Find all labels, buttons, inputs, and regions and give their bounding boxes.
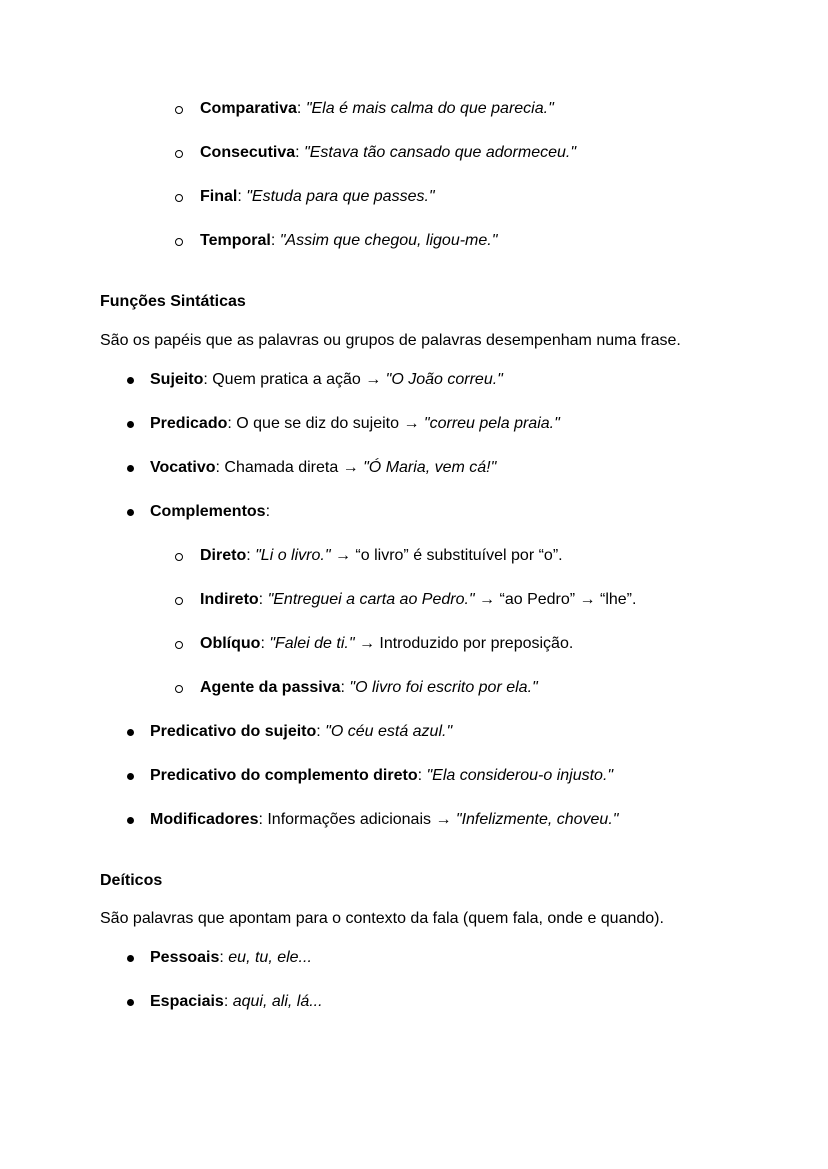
list-item	[150, 810, 618, 830]
term: Sujeito	[150, 371, 204, 388]
separator: :	[260, 635, 270, 652]
disc-bullet-icon	[127, 817, 134, 824]
description: Chamada direta →	[224, 459, 364, 476]
example: "O céu está azul."	[325, 723, 453, 740]
separator: :	[258, 811, 268, 828]
separator: :	[265, 503, 271, 520]
separator: :	[227, 415, 237, 432]
description: → Introduzido por preposição.	[354, 635, 574, 652]
description: → “ao Pedro” → “lhe”.	[474, 591, 637, 608]
separator: :	[270, 232, 280, 249]
disc-bullet-icon	[127, 729, 134, 736]
separator: :	[203, 371, 213, 388]
disc-bullet-icon	[127, 465, 134, 472]
example: "Estava tão cansado que adormeceu."	[304, 144, 577, 161]
example: "Li o livro."	[255, 547, 331, 564]
list-item	[200, 678, 538, 698]
separator: :	[237, 188, 247, 205]
separator: :	[219, 949, 229, 966]
circle-bullet-icon	[175, 685, 183, 693]
list-item	[200, 231, 497, 251]
list-item	[150, 948, 312, 968]
list-item	[150, 722, 452, 742]
example: "O livro foi escrito por ela."	[349, 679, 538, 696]
separator: :	[295, 144, 305, 161]
term: Pessoais	[150, 949, 220, 966]
separator: :	[215, 459, 225, 476]
example: "correu pela praia."	[423, 415, 560, 432]
separator: :	[246, 547, 256, 564]
example: aqui, ali, lá...	[232, 993, 323, 1010]
term: Direto	[200, 547, 247, 564]
term: Final	[200, 188, 238, 205]
term: Vocativo	[150, 459, 216, 476]
list-item	[200, 187, 435, 207]
list-item	[150, 370, 503, 390]
disc-bullet-icon	[127, 773, 134, 780]
term: Oblíquo	[200, 635, 261, 652]
example: "Estuda para que passes."	[246, 188, 435, 205]
disc-bullet-icon	[127, 999, 134, 1006]
section-intro-deiticos: São palavras que apontam para o contexto da fala (quem fala, onde e quando).	[100, 910, 664, 927]
term: Predicado	[150, 415, 228, 432]
description: Quem pratica a ação →	[212, 371, 386, 388]
description: O que se diz do sujeito →	[236, 415, 424, 432]
list-item	[150, 502, 270, 522]
term: Predicativo do sujeito	[150, 723, 317, 740]
circle-bullet-icon	[175, 238, 183, 246]
circle-bullet-icon	[175, 194, 183, 202]
example: "Assim que chegou, ligou-me."	[279, 232, 498, 249]
list-item	[200, 99, 554, 119]
term: Temporal	[200, 232, 271, 249]
term: Comparativa	[200, 100, 297, 117]
disc-bullet-icon	[127, 509, 134, 516]
list-item	[150, 458, 496, 478]
example: "Falei de ti."	[269, 635, 355, 652]
term: Modificadores	[150, 811, 259, 828]
example: "Infelizmente, choveu."	[455, 811, 619, 828]
list-item	[200, 546, 563, 566]
separator: :	[296, 100, 306, 117]
list-item	[200, 590, 636, 610]
disc-bullet-icon	[127, 377, 134, 384]
term: Indireto	[200, 591, 259, 608]
section-heading-deiticos: Deíticos	[100, 872, 163, 889]
example: "Ela considerou-o injusto."	[426, 767, 614, 784]
circle-bullet-icon	[175, 641, 183, 649]
term: Espaciais	[150, 993, 224, 1010]
disc-bullet-icon	[127, 421, 134, 428]
term: Complementos	[150, 503, 266, 520]
circle-bullet-icon	[175, 150, 183, 158]
list-item	[200, 634, 573, 654]
separator: :	[258, 591, 268, 608]
list-item	[200, 143, 576, 163]
list-item	[150, 766, 613, 786]
example: "O João correu."	[385, 371, 503, 388]
section-heading-funcoes: Funções Sintáticas	[100, 293, 246, 310]
list-item	[150, 992, 323, 1012]
separator: :	[340, 679, 350, 696]
example: "Entreguei a carta ao Pedro."	[267, 591, 475, 608]
term: Predicativo do complemento direto	[150, 767, 418, 784]
description: Informações adicionais →	[267, 811, 456, 828]
example: "Ó Maria, vem cá!"	[363, 459, 497, 476]
section-intro-funcoes: São os papéis que as palavras ou grupos de palavras desempenham numa frase.	[100, 332, 681, 349]
term: Agente da passiva	[200, 679, 341, 696]
separator: :	[316, 723, 326, 740]
term: Consecutiva	[200, 144, 296, 161]
list-item	[150, 414, 560, 434]
example: "Ela é mais calma do que parecia."	[305, 100, 554, 117]
circle-bullet-icon	[175, 106, 183, 114]
disc-bullet-icon	[127, 955, 134, 962]
circle-bullet-icon	[175, 553, 183, 561]
separator: :	[417, 767, 427, 784]
example: eu, tu, ele...	[228, 949, 312, 966]
circle-bullet-icon	[175, 597, 183, 605]
description: → “o livro” é substituível por “o”.	[330, 547, 563, 564]
separator: :	[223, 993, 233, 1010]
